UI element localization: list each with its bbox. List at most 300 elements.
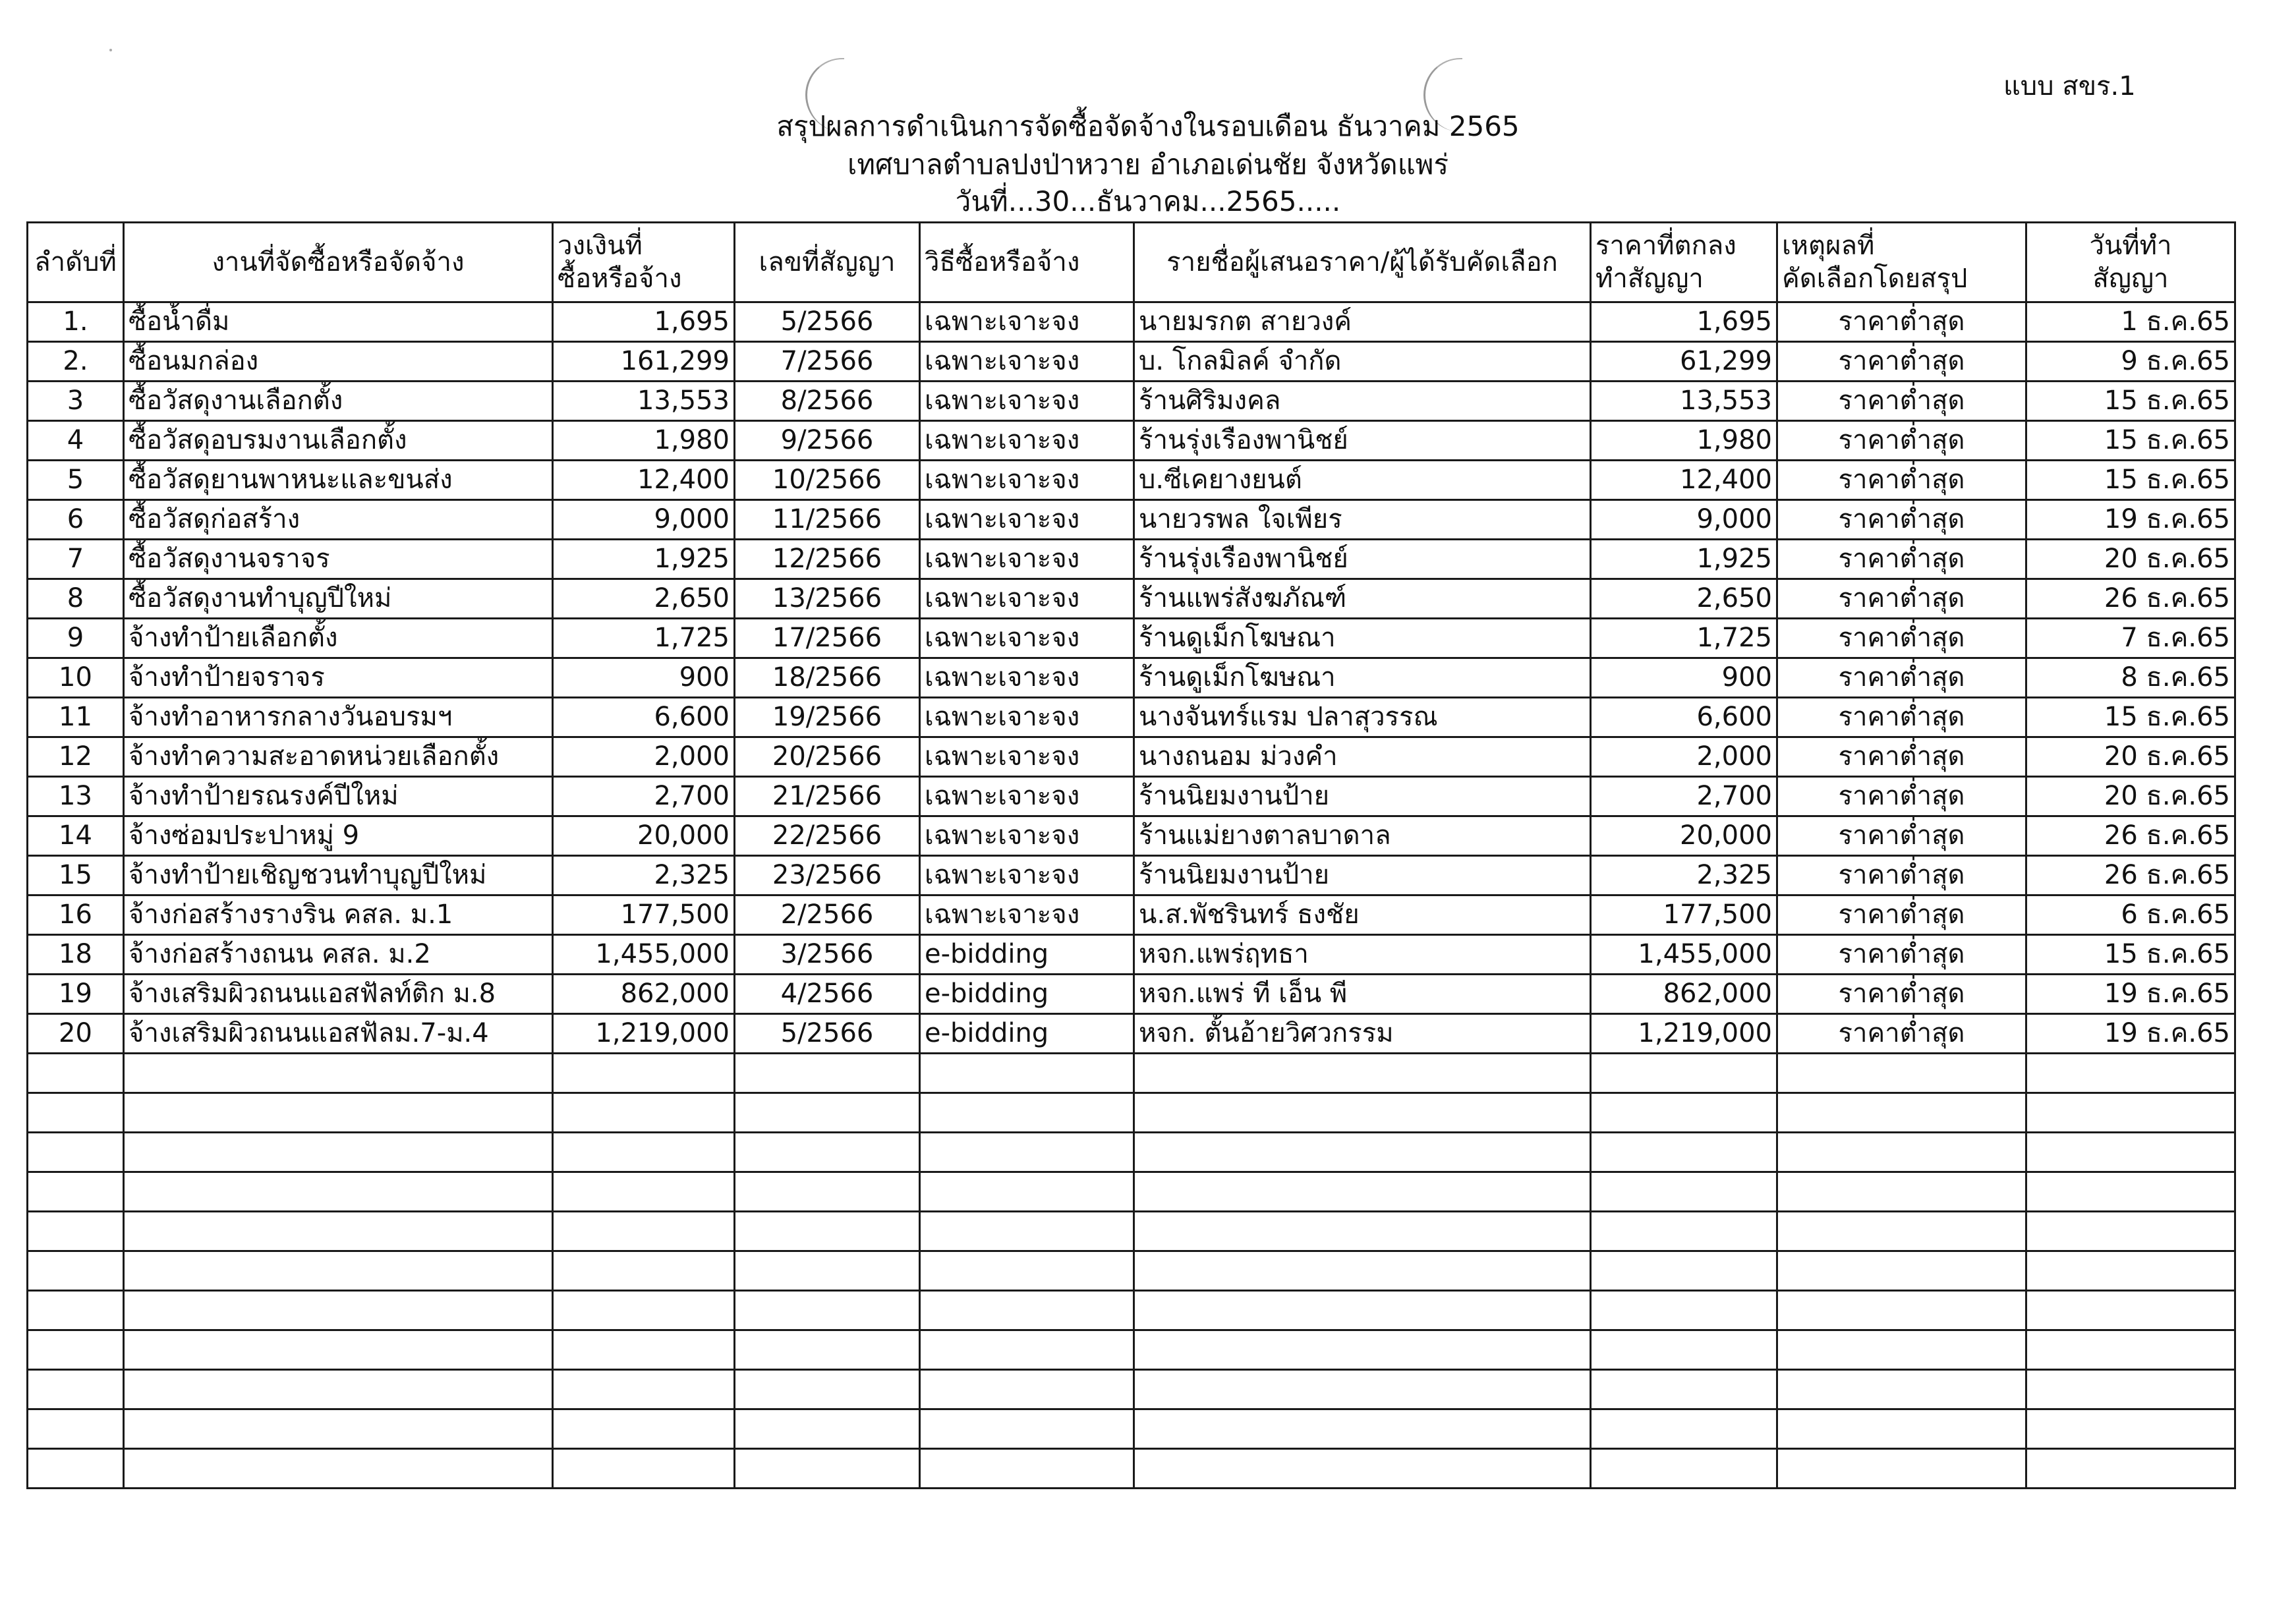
procurement-table bbox=[26, 221, 2236, 1489]
table-row bbox=[28, 619, 2235, 658]
blank-cell bbox=[1134, 1054, 1591, 1093]
cell-date: 9 ธ.ค.65 bbox=[2026, 342, 2235, 382]
blank-cell bbox=[1777, 1133, 2026, 1172]
cell-contract-no: 8/2566 bbox=[735, 382, 920, 421]
table-row bbox=[28, 975, 2235, 1014]
cell-item: ซื้อวัสดุยานพาหนะและขนส่ง bbox=[124, 461, 553, 500]
blank-cell bbox=[1591, 1449, 1777, 1489]
blank-table-row bbox=[28, 1212, 2235, 1251]
table-row bbox=[28, 500, 2235, 540]
table-row bbox=[28, 1014, 2235, 1054]
blank-cell bbox=[553, 1054, 735, 1093]
cell-seq: 15 bbox=[28, 856, 124, 895]
blank-cell bbox=[735, 1409, 920, 1449]
blank-cell bbox=[28, 1054, 124, 1093]
cell-contract-no: 20/2566 bbox=[735, 737, 920, 777]
cell-price: 2,325 bbox=[1591, 856, 1777, 895]
cell-seq: 6 bbox=[28, 500, 124, 540]
blank-cell bbox=[553, 1251, 735, 1291]
cell-budget: 161,299 bbox=[553, 342, 735, 382]
cell-contract-no: 7/2566 bbox=[735, 342, 920, 382]
blank-table-row bbox=[28, 1054, 2235, 1093]
cell-date: 20 ธ.ค.65 bbox=[2026, 540, 2235, 579]
cell-item: ซื้อวัสดุอบรมงานเลือกตั้ง bbox=[124, 421, 553, 461]
blank-cell bbox=[124, 1172, 553, 1212]
cell-budget: 9,000 bbox=[553, 500, 735, 540]
cell-item: จ้างเสริมผิวถนนแอสฟัลท์ติก ม.8 bbox=[124, 975, 553, 1014]
table-row bbox=[28, 698, 2235, 737]
table-row bbox=[28, 816, 2235, 856]
cell-item: ซื้อนมกล่อง bbox=[124, 342, 553, 382]
cell-reason: ราคาต่ำสุด bbox=[1777, 302, 2026, 342]
scan-speck bbox=[109, 49, 112, 51]
blank-cell bbox=[2026, 1291, 2235, 1330]
blank-cell bbox=[2026, 1370, 2235, 1409]
cell-seq: 5 bbox=[28, 461, 124, 500]
cell-reason: ราคาต่ำสุด bbox=[1777, 856, 2026, 895]
cell-method: เฉพาะเจาะจง bbox=[920, 382, 1134, 421]
cell-item: จ้างทำอาหารกลางวันอบรมฯ bbox=[124, 698, 553, 737]
cell-seq: 13 bbox=[28, 777, 124, 816]
cell-item: ซื้อวัสดุงานจราจร bbox=[124, 540, 553, 579]
organization-line: เทศบาลตำบลปงป่าหวาย อำเภอเด่นชัย จังหวัดแพร่ bbox=[847, 148, 1449, 181]
blank-table-row bbox=[28, 1370, 2235, 1409]
blank-cell bbox=[1591, 1291, 1777, 1330]
blank-cell bbox=[28, 1251, 124, 1291]
blank-cell bbox=[1777, 1409, 2026, 1449]
table-body bbox=[28, 302, 2235, 1489]
header-date bbox=[2026, 223, 2235, 302]
blank-cell bbox=[553, 1409, 735, 1449]
blank-cell bbox=[28, 1291, 124, 1330]
blank-table-row bbox=[28, 1409, 2235, 1449]
blank-cell bbox=[1591, 1054, 1777, 1093]
table-row bbox=[28, 658, 2235, 698]
blank-cell bbox=[28, 1449, 124, 1489]
blank-cell bbox=[124, 1291, 553, 1330]
cell-reason: ราคาต่ำสุด bbox=[1777, 737, 2026, 777]
blank-cell bbox=[1777, 1251, 2026, 1291]
cell-contract-no: 18/2566 bbox=[735, 658, 920, 698]
cell-contract-no: 3/2566 bbox=[735, 935, 920, 975]
document-title: สรุปผลการดำเนินการจัดซื้อจัดจ้างในรอบเดือน ธันวาคม 2565 bbox=[776, 110, 1520, 142]
cell-item: จ้างซ่อมประปาหมู่ 9 bbox=[124, 816, 553, 856]
cell-reason: ราคาต่ำสุด bbox=[1777, 658, 2026, 698]
cell-contract-no: 4/2566 bbox=[735, 975, 920, 1014]
cell-price: 1,725 bbox=[1591, 619, 1777, 658]
cell-reason: ราคาต่ำสุด bbox=[1777, 382, 2026, 421]
header-item: งานที่จัดซื้อหรือจัดจ้าง bbox=[124, 223, 553, 302]
blank-table-row bbox=[28, 1291, 2235, 1330]
blank-cell bbox=[553, 1291, 735, 1330]
blank-cell bbox=[920, 1330, 1134, 1370]
cell-bidder: ร้านรุ่งเรืองพานิชย์ bbox=[1134, 421, 1591, 461]
cell-item: จ้างก่อสร้างถนน คสล. ม.2 bbox=[124, 935, 553, 975]
blank-cell bbox=[2026, 1133, 2235, 1172]
cell-method: e-bidding bbox=[920, 1014, 1134, 1054]
cell-budget: 2,325 bbox=[553, 856, 735, 895]
cell-date: 19 ธ.ค.65 bbox=[2026, 975, 2235, 1014]
cell-seq: 16 bbox=[28, 895, 124, 935]
cell-date: 15 ธ.ค.65 bbox=[2026, 935, 2235, 975]
cell-budget: 1,925 bbox=[553, 540, 735, 579]
table-row bbox=[28, 935, 2235, 975]
cell-reason: ราคาต่ำสุด bbox=[1777, 421, 2026, 461]
cell-contract-no: 17/2566 bbox=[735, 619, 920, 658]
blank-cell bbox=[2026, 1409, 2235, 1449]
blank-cell bbox=[1777, 1449, 2026, 1489]
blank-cell bbox=[1777, 1370, 2026, 1409]
cell-price: 1,219,000 bbox=[1591, 1014, 1777, 1054]
blank-cell bbox=[2026, 1330, 2235, 1370]
table-row bbox=[28, 421, 2235, 461]
header-seq: ลำดับที่ bbox=[28, 223, 124, 302]
blank-cell bbox=[920, 1212, 1134, 1251]
cell-reason: ราคาต่ำสุด bbox=[1777, 500, 2026, 540]
blank-cell bbox=[735, 1449, 920, 1489]
cell-bidder: ร้านนิยมงานป้าย bbox=[1134, 777, 1591, 816]
cell-bidder: น.ส.พัชรินทร์ ธงชัย bbox=[1134, 895, 1591, 935]
header-budget-line2: ซื้อหรือจ้าง bbox=[558, 264, 682, 294]
cell-contract-no: 11/2566 bbox=[735, 500, 920, 540]
cell-seq: 18 bbox=[28, 935, 124, 975]
blank-cell bbox=[1134, 1409, 1591, 1449]
cell-seq: 7 bbox=[28, 540, 124, 579]
blank-cell bbox=[553, 1133, 735, 1172]
document-date-line: วันที่...30...ธันวาคม...2565..... bbox=[955, 185, 1341, 217]
header-date-line1: วันที่ทำ bbox=[2089, 231, 2172, 261]
header-bidders: รายชื่อผู้เสนอราคา/ผู้ได้รับคัดเลือก bbox=[1134, 223, 1591, 302]
form-code: แบบ สขร.1 bbox=[2003, 71, 2136, 101]
cell-item: จ้างทำความสะอาดหน่วยเลือกตั้ง bbox=[124, 737, 553, 777]
blank-cell bbox=[28, 1133, 124, 1172]
cell-bidder: ร้านศิริมงคล bbox=[1134, 382, 1591, 421]
blank-cell bbox=[735, 1133, 920, 1172]
blank-cell bbox=[28, 1409, 124, 1449]
blank-cell bbox=[920, 1251, 1134, 1291]
cell-date: 15 ธ.ค.65 bbox=[2026, 698, 2235, 737]
cell-contract-no: 21/2566 bbox=[735, 777, 920, 816]
cell-date: 20 ธ.ค.65 bbox=[2026, 777, 2235, 816]
cell-bidder: นายวรพล ใจเพียร bbox=[1134, 500, 1591, 540]
cell-seq: 20 bbox=[28, 1014, 124, 1054]
cell-method: เฉพาะเจาะจง bbox=[920, 777, 1134, 816]
blank-cell bbox=[735, 1054, 920, 1093]
cell-reason: ราคาต่ำสุด bbox=[1777, 777, 2026, 816]
blank-cell bbox=[735, 1330, 920, 1370]
blank-cell bbox=[920, 1172, 1134, 1212]
table-row bbox=[28, 737, 2235, 777]
cell-date: 26 ธ.ค.65 bbox=[2026, 816, 2235, 856]
blank-cell bbox=[28, 1172, 124, 1212]
blank-cell bbox=[1134, 1251, 1591, 1291]
blank-cell bbox=[553, 1449, 735, 1489]
blank-cell bbox=[1591, 1172, 1777, 1212]
cell-contract-no: 5/2566 bbox=[735, 302, 920, 342]
cell-method: เฉพาะเจาะจง bbox=[920, 461, 1134, 500]
blank-cell bbox=[28, 1212, 124, 1251]
cell-budget: 6,600 bbox=[553, 698, 735, 737]
cell-bidder: นายมรกต สายวงค์ bbox=[1134, 302, 1591, 342]
cell-seq: 10 bbox=[28, 658, 124, 698]
blank-cell bbox=[2026, 1093, 2235, 1133]
cell-seq: 12 bbox=[28, 737, 124, 777]
blank-cell bbox=[2026, 1251, 2235, 1291]
cell-seq: 4 bbox=[28, 421, 124, 461]
blank-cell bbox=[1134, 1133, 1591, 1172]
cell-price: 2,650 bbox=[1591, 579, 1777, 619]
table-header-row bbox=[28, 223, 2235, 302]
blank-cell bbox=[920, 1093, 1134, 1133]
blank-table-row bbox=[28, 1251, 2235, 1291]
cell-method: เฉพาะเจาะจง bbox=[920, 619, 1134, 658]
cell-bidder: นางจันทร์แรม ปลาสุวรรณ bbox=[1134, 698, 1591, 737]
cell-bidder: ร้านแพร่สังฆภัณฑ์ bbox=[1134, 579, 1591, 619]
blank-cell bbox=[124, 1133, 553, 1172]
cell-budget: 1,725 bbox=[553, 619, 735, 658]
blank-cell bbox=[920, 1054, 1134, 1093]
cell-price: 20,000 bbox=[1591, 816, 1777, 856]
blank-cell bbox=[735, 1291, 920, 1330]
cell-seq: 1. bbox=[28, 302, 124, 342]
blank-cell bbox=[1134, 1370, 1591, 1409]
cell-price: 9,000 bbox=[1591, 500, 1777, 540]
blank-cell bbox=[124, 1409, 553, 1449]
blank-cell bbox=[124, 1054, 553, 1093]
cell-price: 862,000 bbox=[1591, 975, 1777, 1014]
cell-reason: ราคาต่ำสุด bbox=[1777, 698, 2026, 737]
cell-seq: 14 bbox=[28, 816, 124, 856]
cell-date: 1 ธ.ค.65 bbox=[2026, 302, 2235, 342]
blank-cell bbox=[920, 1291, 1134, 1330]
blank-cell bbox=[1591, 1212, 1777, 1251]
cell-bidder: ร้านแม่ยางตาลบาดาล bbox=[1134, 816, 1591, 856]
cell-method: เฉพาะเจาะจง bbox=[920, 658, 1134, 698]
cell-method: เฉพาะเจาะจง bbox=[920, 302, 1134, 342]
cell-method: เฉพาะเจาะจง bbox=[920, 579, 1134, 619]
cell-date: 26 ธ.ค.65 bbox=[2026, 579, 2235, 619]
cell-date: 15 ธ.ค.65 bbox=[2026, 421, 2235, 461]
cell-contract-no: 22/2566 bbox=[735, 816, 920, 856]
cell-bidder: บ.ซีเคยางยนต์ bbox=[1134, 461, 1591, 500]
blank-cell bbox=[920, 1133, 1134, 1172]
cell-contract-no: 23/2566 bbox=[735, 856, 920, 895]
cell-method: เฉพาะเจาะจง bbox=[920, 698, 1134, 737]
blank-cell bbox=[1591, 1409, 1777, 1449]
table-row bbox=[28, 461, 2235, 500]
blank-cell bbox=[735, 1370, 920, 1409]
blank-cell bbox=[920, 1449, 1134, 1489]
header-budget-line1: วงเงินที่ bbox=[558, 231, 643, 261]
blank-cell bbox=[2026, 1172, 2235, 1212]
header-date-line2: สัญญา bbox=[2092, 264, 2169, 294]
cell-price: 12,400 bbox=[1591, 461, 1777, 500]
cell-date: 15 ธ.ค.65 bbox=[2026, 382, 2235, 421]
blank-table-row bbox=[28, 1330, 2235, 1370]
cell-seq: 19 bbox=[28, 975, 124, 1014]
blank-table-row bbox=[28, 1093, 2235, 1133]
cell-bidder: หจก.แพร่ ที เอ็น พี bbox=[1134, 975, 1591, 1014]
cell-budget: 1,219,000 bbox=[553, 1014, 735, 1054]
cell-item: ซื้อวัสดุก่อสร้าง bbox=[124, 500, 553, 540]
blank-cell bbox=[1134, 1093, 1591, 1133]
blank-cell bbox=[28, 1330, 124, 1370]
cell-item: จ้างทำป้ายจราจร bbox=[124, 658, 553, 698]
blank-cell bbox=[553, 1330, 735, 1370]
blank-cell bbox=[1591, 1251, 1777, 1291]
header-reason bbox=[1777, 223, 2026, 302]
blank-table-row bbox=[28, 1133, 2235, 1172]
cell-date: 8 ธ.ค.65 bbox=[2026, 658, 2235, 698]
cell-date: 26 ธ.ค.65 bbox=[2026, 856, 2235, 895]
cell-item: จ้างก่อสร้างรางริน คสล. ม.1 bbox=[124, 895, 553, 935]
cell-bidder: นางถนอม ม่วงคำ bbox=[1134, 737, 1591, 777]
blank-cell bbox=[1134, 1212, 1591, 1251]
cell-bidder: หจก.แพร่ฤทธา bbox=[1134, 935, 1591, 975]
cell-budget: 20,000 bbox=[553, 816, 735, 856]
cell-method: เฉพาะเจาะจง bbox=[920, 540, 1134, 579]
cell-reason: ราคาต่ำสุด bbox=[1777, 579, 2026, 619]
cell-price: 2,000 bbox=[1591, 737, 1777, 777]
cell-price: 1,925 bbox=[1591, 540, 1777, 579]
cell-method: e-bidding bbox=[920, 975, 1134, 1014]
cell-budget: 1,695 bbox=[553, 302, 735, 342]
table-row bbox=[28, 342, 2235, 382]
blank-cell bbox=[1777, 1093, 2026, 1133]
blank-cell bbox=[124, 1212, 553, 1251]
blank-cell bbox=[553, 1093, 735, 1133]
header-reason-line1: เหตุผลที่ bbox=[1782, 231, 1875, 261]
cell-method: เฉพาะเจาะจง bbox=[920, 500, 1134, 540]
cell-reason: ราคาต่ำสุด bbox=[1777, 1014, 2026, 1054]
cell-reason: ราคาต่ำสุด bbox=[1777, 935, 2026, 975]
cell-method: เฉพาะเจาะจง bbox=[920, 816, 1134, 856]
cell-price: 2,700 bbox=[1591, 777, 1777, 816]
blank-cell bbox=[124, 1370, 553, 1409]
blank-cell bbox=[1591, 1093, 1777, 1133]
cell-item: ซื้อวัสดุงานเลือกตั้ง bbox=[124, 382, 553, 421]
cell-item: จ้างทำป้ายรณรงค์ปีใหม่ bbox=[124, 777, 553, 816]
blank-cell bbox=[735, 1172, 920, 1212]
cell-budget: 12,400 bbox=[553, 461, 735, 500]
cell-bidder: ร้านดูเม็กโฆษณา bbox=[1134, 619, 1591, 658]
cell-seq: 3 bbox=[28, 382, 124, 421]
cell-method: เฉพาะเจาะจง bbox=[920, 342, 1134, 382]
cell-reason: ราคาต่ำสุด bbox=[1777, 895, 2026, 935]
cell-bidder: ร้านดูเม็กโฆษณา bbox=[1134, 658, 1591, 698]
cell-contract-no: 2/2566 bbox=[735, 895, 920, 935]
table-row bbox=[28, 382, 2235, 421]
cell-item: จ้างทำป้ายเลือกตั้ง bbox=[124, 619, 553, 658]
cell-reason: ราคาต่ำสุด bbox=[1777, 342, 2026, 382]
blank-cell bbox=[28, 1093, 124, 1133]
blank-cell bbox=[920, 1409, 1134, 1449]
cell-budget: 862,000 bbox=[553, 975, 735, 1014]
cell-price: 900 bbox=[1591, 658, 1777, 698]
blank-cell bbox=[1134, 1330, 1591, 1370]
cell-budget: 1,455,000 bbox=[553, 935, 735, 975]
cell-method: เฉพาะเจาะจง bbox=[920, 421, 1134, 461]
cell-item: จ้างทำป้ายเชิญชวนทำบุญปีใหม่ bbox=[124, 856, 553, 895]
header-contract-no: เลขที่สัญญา bbox=[735, 223, 920, 302]
cell-contract-no: 13/2566 bbox=[735, 579, 920, 619]
blank-cell bbox=[1134, 1291, 1591, 1330]
cell-bidder: หจก. ตั้นอ้ายวิศวกรรม bbox=[1134, 1014, 1591, 1054]
cell-bidder: ร้านนิยมงานป้าย bbox=[1134, 856, 1591, 895]
blank-cell bbox=[124, 1093, 553, 1133]
cell-date: 6 ธ.ค.65 bbox=[2026, 895, 2235, 935]
cell-reason: ราคาต่ำสุด bbox=[1777, 619, 2026, 658]
blank-cell bbox=[1134, 1172, 1591, 1212]
cell-budget: 900 bbox=[553, 658, 735, 698]
cell-method: e-bidding bbox=[920, 935, 1134, 975]
cell-date: 15 ธ.ค.65 bbox=[2026, 461, 2235, 500]
cell-reason: ราคาต่ำสุด bbox=[1777, 540, 2026, 579]
cell-method: เฉพาะเจาะจง bbox=[920, 856, 1134, 895]
blank-cell bbox=[1777, 1054, 2026, 1093]
cell-price: 177,500 bbox=[1591, 895, 1777, 935]
header-price bbox=[1591, 223, 1777, 302]
blank-cell bbox=[1134, 1449, 1591, 1489]
cell-budget: 2,000 bbox=[553, 737, 735, 777]
blank-cell bbox=[735, 1212, 920, 1251]
cell-price: 13,553 bbox=[1591, 382, 1777, 421]
cell-seq: 9 bbox=[28, 619, 124, 658]
blank-cell bbox=[124, 1449, 553, 1489]
cell-price: 1,980 bbox=[1591, 421, 1777, 461]
cell-reason: ราคาต่ำสุด bbox=[1777, 461, 2026, 500]
table-row bbox=[28, 777, 2235, 816]
cell-item: ซื้อวัสดุงานทำบุญปีใหม่ bbox=[124, 579, 553, 619]
cell-budget: 2,650 bbox=[553, 579, 735, 619]
blank-cell bbox=[1591, 1133, 1777, 1172]
cell-item: จ้างเสริมผิวถนนแอสฟัลม.7-ม.4 bbox=[124, 1014, 553, 1054]
cell-item: ซื้อน้ำดื่ม bbox=[124, 302, 553, 342]
cell-method: เฉพาะเจาะจง bbox=[920, 895, 1134, 935]
header-price-line2: ทำสัญญา bbox=[1595, 264, 1704, 294]
cell-bidder: ร้านรุ่งเรืองพานิชย์ bbox=[1134, 540, 1591, 579]
cell-date: 19 ธ.ค.65 bbox=[2026, 1014, 2235, 1054]
cell-budget: 177,500 bbox=[553, 895, 735, 935]
blank-cell bbox=[124, 1330, 553, 1370]
cell-method: เฉพาะเจาะจง bbox=[920, 737, 1134, 777]
cell-contract-no: 9/2566 bbox=[735, 421, 920, 461]
header-budget bbox=[553, 223, 735, 302]
table-row bbox=[28, 540, 2235, 579]
table-row bbox=[28, 856, 2235, 895]
cell-contract-no: 19/2566 bbox=[735, 698, 920, 737]
cell-seq: 11 bbox=[28, 698, 124, 737]
header-method: วิธีซื้อหรือจ้าง bbox=[920, 223, 1134, 302]
blank-cell bbox=[735, 1093, 920, 1133]
cell-bidder: บ. โกลมิลค์ จำกัด bbox=[1134, 342, 1591, 382]
cell-date: 19 ธ.ค.65 bbox=[2026, 500, 2235, 540]
blank-cell bbox=[2026, 1212, 2235, 1251]
header-price-line1: ราคาที่ตกลง bbox=[1595, 231, 1736, 261]
blank-cell bbox=[553, 1370, 735, 1409]
cell-contract-no: 12/2566 bbox=[735, 540, 920, 579]
blank-cell bbox=[124, 1251, 553, 1291]
blank-cell bbox=[1591, 1370, 1777, 1409]
blank-cell bbox=[553, 1212, 735, 1251]
cell-budget: 1,980 bbox=[553, 421, 735, 461]
cell-contract-no: 10/2566 bbox=[735, 461, 920, 500]
blank-cell bbox=[2026, 1054, 2235, 1093]
blank-cell bbox=[1777, 1330, 2026, 1370]
header-reason-line2: คัดเลือกโดยสรุป bbox=[1782, 264, 1968, 294]
blank-cell bbox=[2026, 1449, 2235, 1489]
cell-reason: ราคาต่ำสุด bbox=[1777, 975, 2026, 1014]
